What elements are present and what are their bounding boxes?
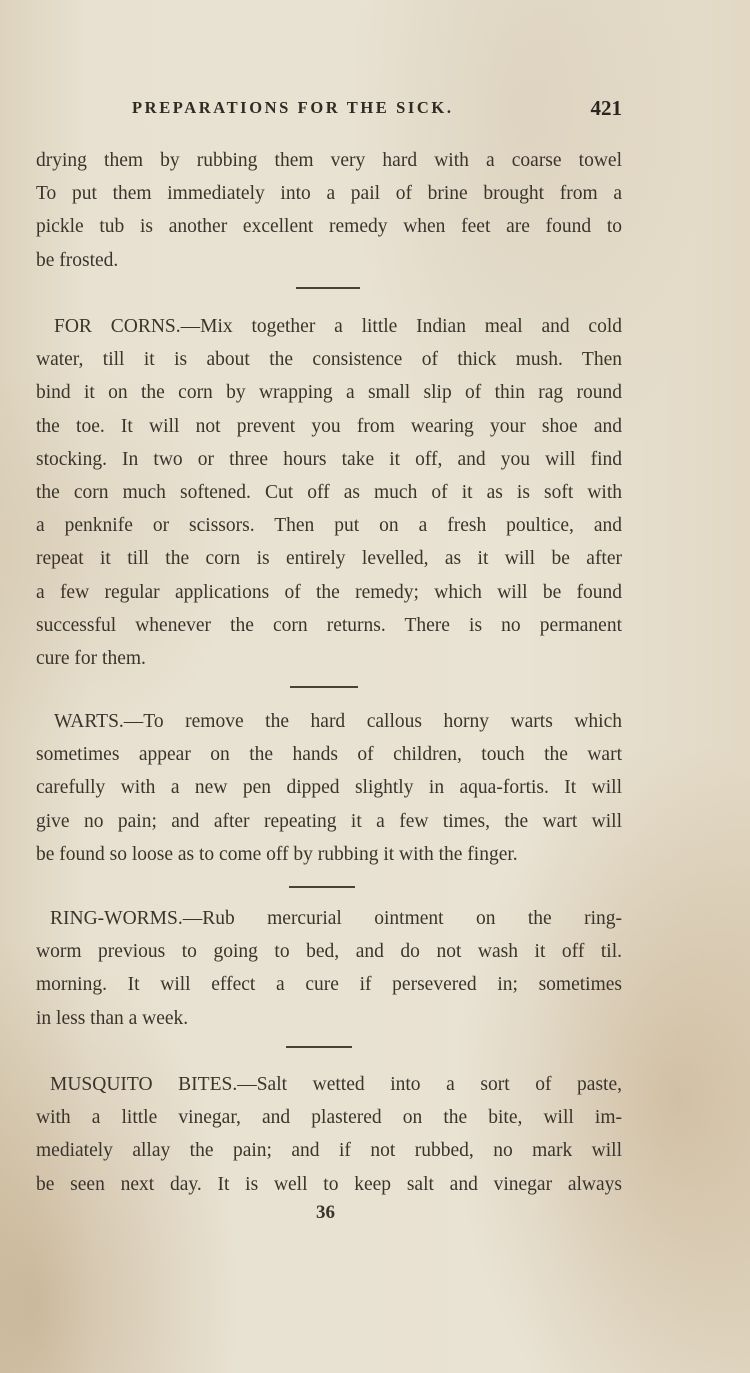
signature-mark: 36 — [316, 1202, 335, 1223]
paragraph-warts — [36, 705, 622, 871]
section-divider — [290, 686, 358, 688]
paragraph-corns — [36, 310, 622, 675]
text-line: sometimes appear on the hands of children, touch the wart — [36, 744, 622, 766]
text-line: successful whenever the corn returns. There is no permanent — [36, 614, 622, 636]
paragraph-frost-continued — [36, 144, 622, 277]
page-number: 421 — [590, 96, 622, 120]
text-line: cure for them. — [36, 647, 146, 669]
section-divider — [296, 287, 360, 289]
text-line: repeat it till the corn is entirely levelled, as it will be after — [36, 548, 622, 570]
text-line: worm previous to going to bed, and do not wash it off til. — [36, 941, 622, 963]
text-line: mediately allay the pain; and if not rubbed, no mark will — [36, 1140, 622, 1162]
text-line: the corn much softened. Cut off as much of it as is soft with — [36, 481, 622, 503]
text-line: a few regular applications of the remedy; which will be found — [36, 581, 622, 603]
text-line: a penknife or scissors. Then put on a fresh poultice, and — [36, 515, 622, 537]
text-line: bind it on the corn by wrapping a small slip of thin rag round — [36, 382, 622, 404]
text-line: WARTS.—To remove the hard callous horny warts which — [54, 711, 622, 732]
paragraph-ring-worms — [36, 902, 622, 1035]
running-title: PREPARATIONS FOR THE SICK. — [132, 98, 454, 117]
text-line: MUSQUITO BITES.—Salt wetted into a sort of paste, — [50, 1074, 622, 1095]
text-line: water, till it is about the consistence of thick mush. Then — [36, 349, 622, 371]
text-line: RING-WORMS.—Rub mercurial ointment on the ring- — [50, 908, 622, 929]
text-line: give no pain; and after repeating it a few times, the wart will — [36, 810, 622, 832]
section-divider — [289, 886, 355, 888]
text-line: morning. It will effect a cure if persevered in; sometimes — [36, 974, 622, 996]
text-line: be seen next day. It is well to keep salt and vinegar always — [36, 1173, 622, 1195]
paragraph-musquito-bites — [36, 1068, 622, 1201]
text-line: FOR CORNS.—Mix together a little Indian meal and cold — [54, 316, 622, 337]
text-line: the toe. It will not prevent you from wearing your shoe and — [36, 415, 622, 437]
text-line: drying them by rubbing them very hard with a coarse towel — [36, 150, 622, 171]
running-head — [0, 96, 750, 126]
text-line: carefully with a new pen dipped slightly in aqua-fortis. It will — [36, 777, 622, 799]
section-divider — [286, 1046, 352, 1048]
text-line: with a little vinegar, and plastered on the bite, will im- — [36, 1107, 622, 1129]
text-line: To put them immediately into a pail of brine brought from a — [36, 183, 622, 205]
text-line: be frosted. — [36, 249, 119, 271]
text-line: pickle tub is another excellent remedy when feet are found to — [36, 216, 622, 238]
text-line: stocking. In two or three hours take it off, and you will find — [36, 448, 622, 470]
text-line: be found so loose as to come off by rubbing it with the finger. — [36, 843, 518, 865]
text-line: in less than a week. — [36, 1007, 189, 1029]
